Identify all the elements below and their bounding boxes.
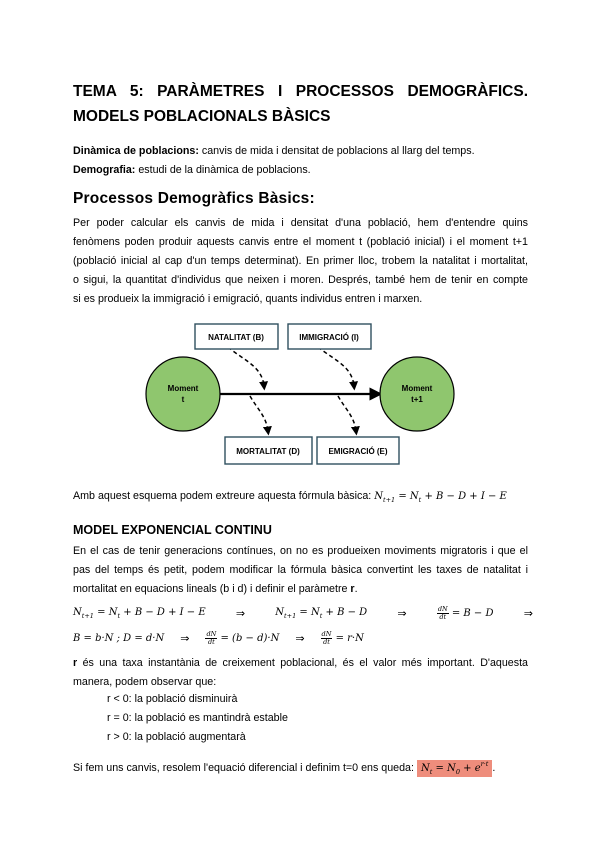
mortalitat-label: MORTALITAT (D) — [236, 447, 300, 456]
line-text: mortalitat en equacions lineals (b i d) i definir el paràmetre — [73, 583, 351, 595]
definition-dinamica — [73, 142, 528, 161]
section-heading-model: MODEL EXPONENCIAL CONTINU — [73, 523, 272, 537]
final-dot: . — [492, 762, 496, 774]
list-item: r > 0: la població augmentarà — [107, 731, 246, 743]
paragraph-processos — [73, 214, 528, 309]
emigracio-label: EMIGRACIÓ (E) — [328, 447, 388, 456]
paragraph-line: pas del temps és petit, podem modificar la fórmula bàsica convertint les taxes de natalitat i — [73, 564, 528, 576]
basic-formula: $N_{t+1} = N_t + B - D + I - E$ — [374, 491, 507, 504]
moment-t-label: Moment — [167, 384, 199, 393]
eq-rates-derivative: $\frac{dN}{dt}$ = (b − d)·N — [206, 630, 280, 646]
implies-icon: ⇒ — [523, 607, 533, 620]
eq-linear-rates: B = b·N ; D = d·N — [73, 633, 165, 644]
equation-row-1 — [73, 606, 533, 621]
eq-derivative: $\frac{dN}{dt}$ = B − D — [437, 605, 494, 621]
paragraph-line — [73, 654, 528, 673]
definition-demografia — [73, 161, 528, 180]
demographic-diagram — [140, 318, 460, 470]
paragraph-line: si es produeix la immigració i emigració, quants individus entren i marxen. — [73, 293, 423, 305]
natalitat-label: NATALITAT (B) — [208, 333, 264, 342]
definition-term: Demografia: — [73, 164, 136, 176]
mortalitat-arrow — [250, 396, 268, 431]
page-title — [73, 79, 528, 129]
paragraph-line: manera, podem observar que: — [73, 676, 217, 688]
final-line — [73, 755, 543, 782]
paragraph-line — [73, 580, 528, 599]
title-line-1: TEMA 5: PARÀMETRES I PROCESSOS DEMOGRÀFICS. — [73, 83, 528, 100]
moment-t-sublabel: t — [181, 395, 185, 404]
moment-t-circle — [146, 357, 220, 431]
paragraph-line: fenòmens poden produir aquests canvis entre el moment t (població inicial) i el moment t+1 — [73, 236, 528, 248]
moment-t1-sublabel: t+1 — [411, 395, 423, 404]
emigracio-arrow — [338, 396, 356, 431]
moment-t1-label: Moment — [401, 384, 433, 393]
exponential-formula: $N_t = N_0 + e^{r\cdot t}$ — [417, 760, 492, 777]
implies-icon: ⇒ — [397, 607, 407, 620]
immigracio-label: IMMIGRACIÓ (I) — [299, 333, 359, 342]
paragraph-model — [73, 542, 528, 599]
eq-r-derivative: $\frac{dN}{dt}$ = r·N — [321, 630, 364, 646]
definition-term: Dinàmica de poblacions: — [73, 145, 199, 157]
paragraph-line: Per poder calcular els canvis de mida i densitat d'una població, hem d'entendre quins — [73, 217, 528, 229]
paragraph-r — [73, 654, 528, 692]
implies-icon: ⇒ — [180, 632, 190, 645]
param-r: r — [350, 583, 355, 595]
line-text: és una taxa instantània de creixement poblacional, és el valor més important. D'aquesta — [77, 657, 528, 669]
eq-basic: $N_{t+1} = N_t + B - D + I - E$ — [73, 607, 206, 620]
formula-intro: Amb aquest esquema podem extreure aquesta fórmula bàsica: — [73, 490, 375, 502]
list-item: r = 0: la població es mantindrà estable — [107, 712, 288, 724]
section-heading-processos: Processos Demogràfics Bàsics: — [73, 190, 315, 207]
natalitat-arrow — [228, 347, 264, 386]
moment-t1-circle — [380, 357, 454, 431]
definition-text: estudi de la dinàmica de poblacions. — [135, 164, 311, 176]
line-text: . — [354, 583, 358, 595]
definition-text: canvis de mida i densitat de poblacions al llarg del temps. — [198, 145, 475, 157]
formula-line — [73, 487, 553, 510]
param-r: r — [73, 657, 78, 669]
final-text: Si fem uns canvis, resolem l'equació diferencial i definim t=0 ens queda: — [73, 762, 417, 774]
paragraph-line: En el cas de tenir generacions contínues, on no es produeixen moviments migratoris i que el — [73, 545, 528, 557]
implies-icon: ⇒ — [235, 607, 246, 620]
paragraph-line: o sigui, la quantitat d'individus que neixen i moren. Després, també hem de tenir en compte — [73, 274, 528, 286]
eq-no-migration: $N_{t+1} = N_t + B - D$ — [275, 607, 368, 620]
immigracio-arrow — [318, 347, 354, 386]
paragraph-line: (població inicial al cap d'un temps determinat). En primer lloc, trobem la natalitat i mortalitat, — [73, 255, 528, 267]
equation-row-2 — [73, 631, 364, 646]
list-item: r < 0: la població disminuirà — [107, 693, 238, 705]
implies-icon: ⇒ — [295, 632, 305, 645]
title-line-2: MODELS POBLACIONALS BÀSICS — [73, 108, 331, 125]
